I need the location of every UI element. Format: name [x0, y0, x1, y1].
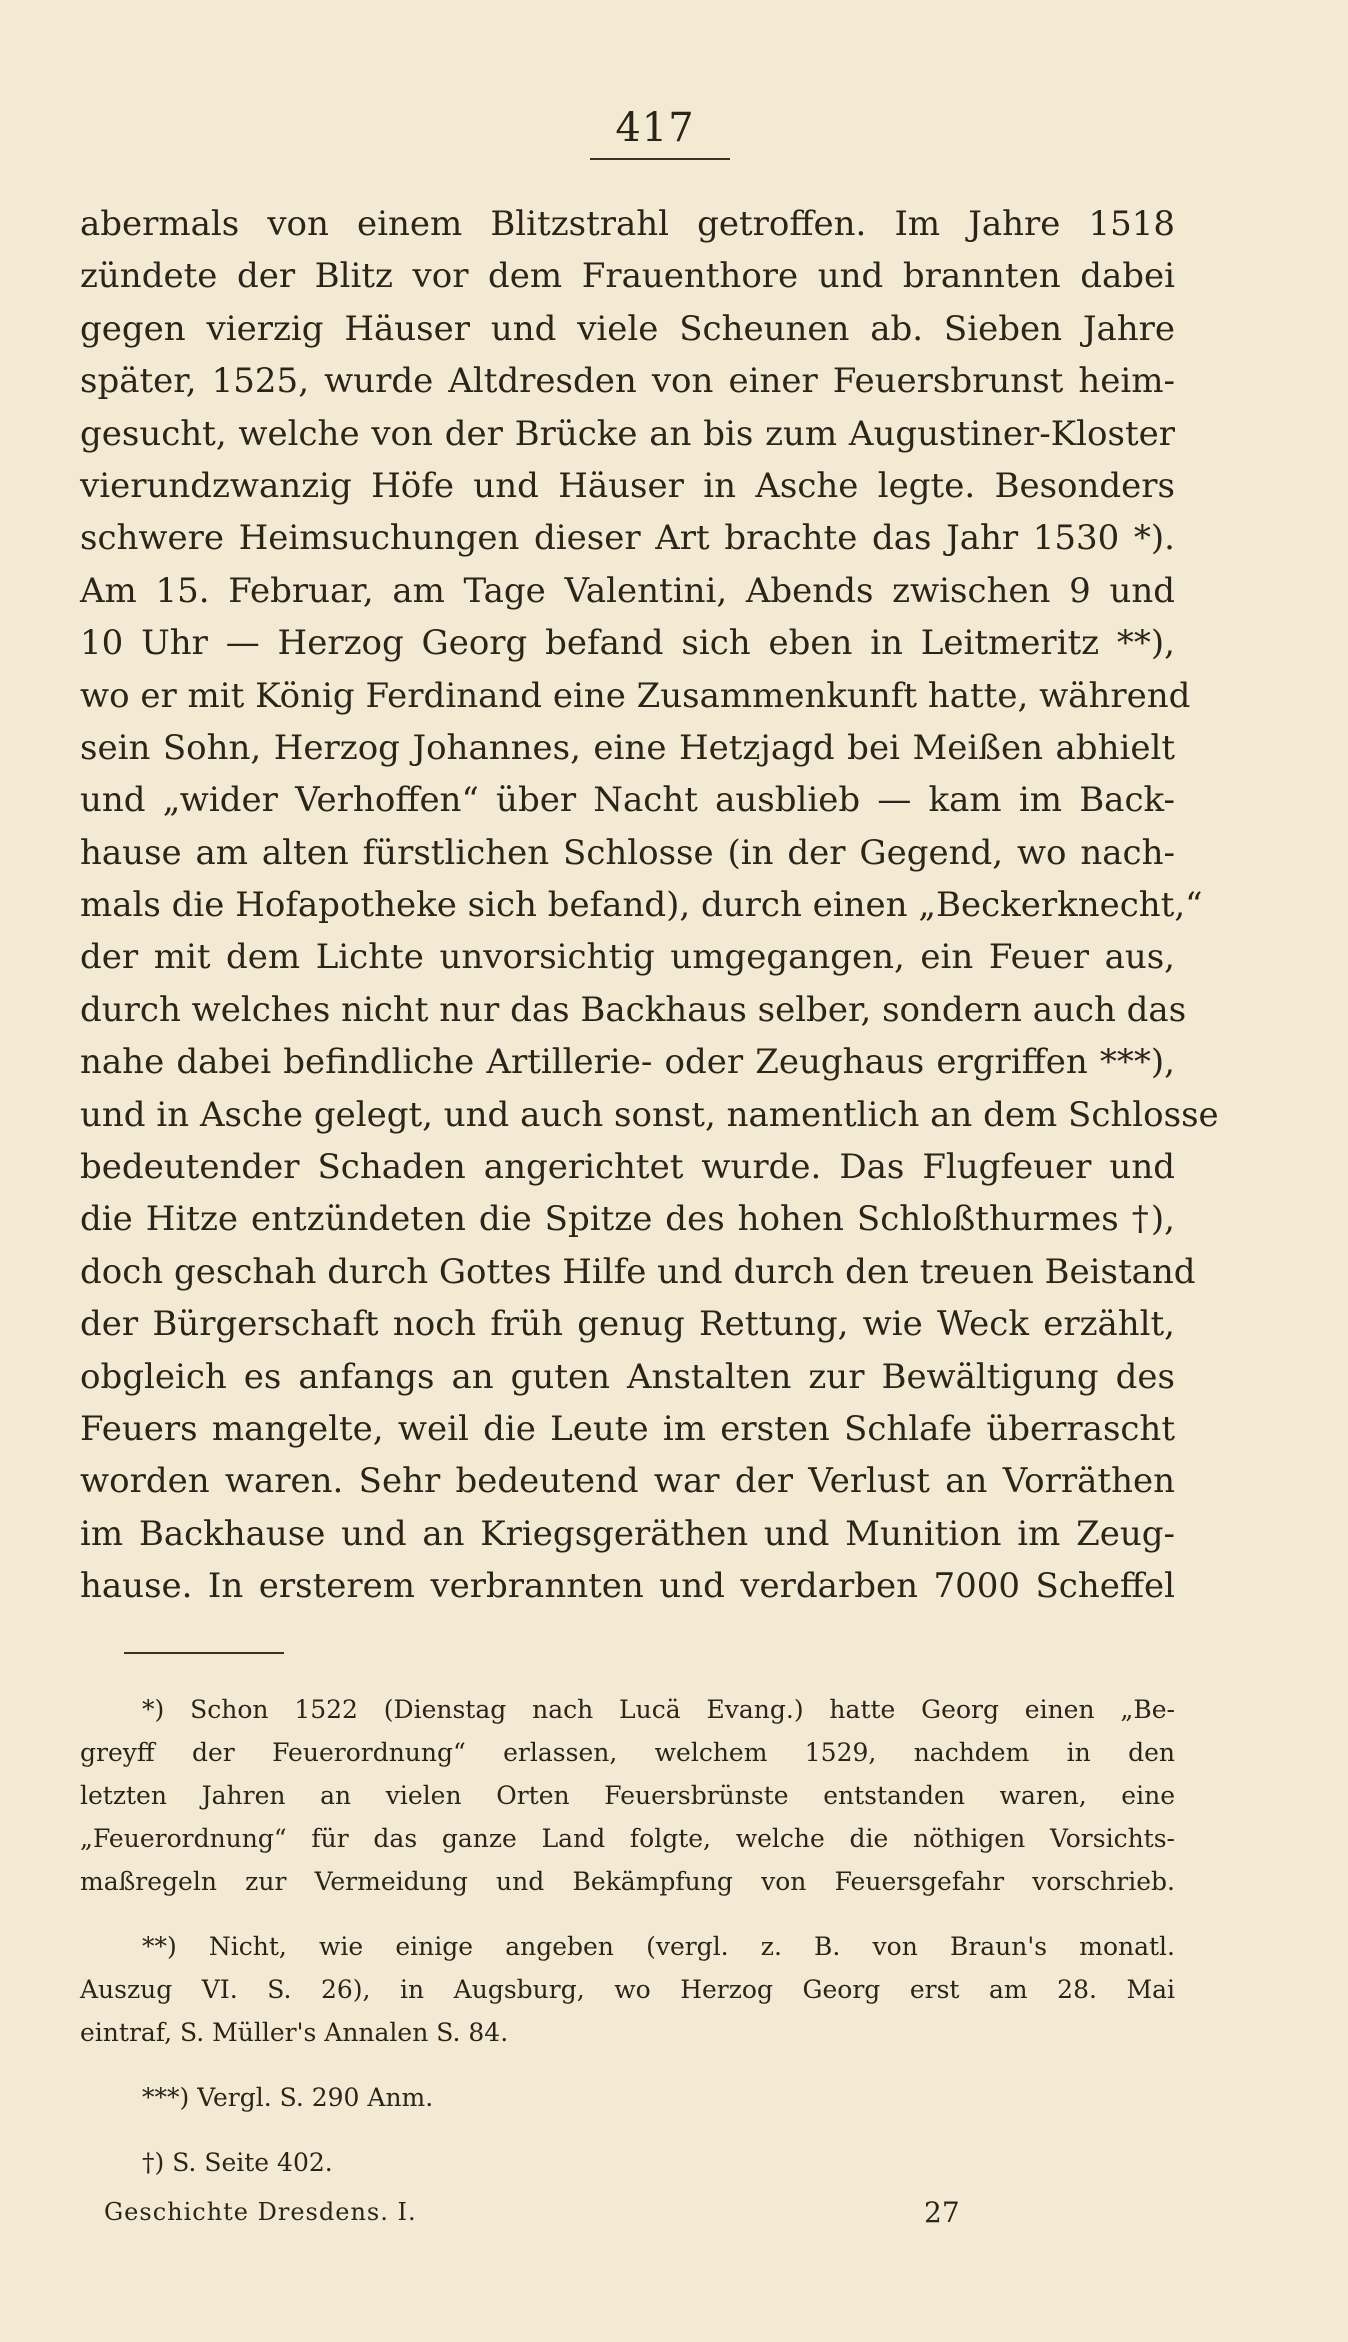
footnote-line: ***) Vergl. S. 290 Anm. — [142, 2083, 434, 2112]
body-line: der mit dem Lichte unvorsichtig umgegangen, ein Feuer aus, — [80, 937, 1175, 978]
body-line: sein Sohn, Herzog Johannes, eine Hetzjagd bei Meißen abhielt — [80, 727, 1175, 768]
body-line: obgleich es anfangs an guten Anstalten zur Bewältigung des — [80, 1356, 1175, 1397]
body-line: die Hitze entzündeten die Spitze des hohen Schloßthurmes †), — [80, 1199, 1175, 1240]
footnote-line: greyff der Feuerordnung“ erlassen, welchem 1529, nachdem in den — [80, 1738, 1175, 1767]
footnote-rule — [124, 1652, 284, 1654]
footnote-spacer — [80, 2119, 1175, 2141]
footnote-1 — [80, 1688, 1175, 1903]
footnote-line: **) Nicht, wie einige angeben (vergl. z. B. von Braun's monatl. — [142, 1932, 1175, 1961]
body-line: worden waren. Sehr bedeutend war der Verlust an Vorräthen — [80, 1461, 1175, 1502]
footnote-4 — [80, 2141, 1175, 2184]
body-line: der Bürgerschaft noch früh genug Rettung, wie Weck erzählt, — [80, 1304, 1175, 1345]
signature-number: 27 — [924, 2196, 960, 2229]
footnote-line: †) S. Seite 402. — [142, 2148, 333, 2177]
footnotes — [80, 1688, 1175, 2184]
body-line: schwere Heimsuchungen dieser Art brachte das Jahr 1530 *). — [80, 518, 1175, 559]
footnote-line: Auszug VI. S. 26), in Augsburg, wo Herzog Georg erst am 28. Mai — [80, 1975, 1175, 2004]
footnote-2 — [80, 1925, 1175, 2054]
footnote-spacer — [80, 1903, 1175, 1925]
body-line: bedeutender Schaden angerichtet wurde. Das Flugfeuer und — [80, 1147, 1175, 1188]
footnote-line: eintraf, S. Müller's Annalen S. 84. — [80, 2018, 509, 2047]
body-line: Feuers mangelte, weil die Leute im ersten Schlafe überrascht — [80, 1408, 1175, 1449]
body-line: nahe dabei befindliche Artillerie- oder Zeughaus ergriffen ***), — [80, 1042, 1175, 1083]
body-line: gegen vierzig Häuser und viele Scheunen ab. Sieben Jahre — [80, 308, 1175, 349]
footnote-spacer — [80, 2054, 1175, 2076]
body-line: gesucht, welche von der Brücke an bis zum Augustiner-Kloster — [80, 413, 1175, 454]
body-line: Am 15. Februar, am Tage Valentini, Abends zwischen 9 und — [80, 570, 1175, 611]
body-line: und „wider Verhoffen“ über Nacht ausblieb — kam im Back- — [80, 780, 1175, 821]
footnote-line: letzten Jahren an vielen Orten Feuersbrünste entstanden waren, eine — [80, 1781, 1175, 1810]
body-line: hause. In ersterem verbrannten und verdarben 7000 Scheffel — [80, 1566, 1175, 1607]
footnote-line: „Feuerordnung“ für das ganze Land folgte, welche die nöthigen Vorsichts- — [80, 1824, 1175, 1853]
body-line: zündete der Blitz vor dem Frauenthore und brannten dabei — [80, 256, 1175, 297]
page-number: 417 — [615, 105, 695, 151]
page-number-rule — [590, 158, 730, 160]
body-line: wo er mit König Ferdinand eine Zusammenkunft hatte, während — [80, 675, 1191, 716]
body-line: 10 Uhr — Herzog Georg befand sich eben in Leitmeritz **), — [80, 623, 1175, 664]
body-line: vierundzwanzig Höfe und Häuser in Asche legte. Besonders — [80, 465, 1175, 506]
body-text — [80, 198, 1219, 1613]
body-line: später, 1525, wurde Altdresden von einer Feuersbrunst heim- — [80, 361, 1175, 402]
footnote-3 — [80, 2076, 1175, 2119]
signature-mark: Geschichte Dresdens. I. — [104, 2198, 417, 2226]
body-line: abermals von einem Blitzstrahl getroffen. Im Jahre 1518 — [80, 204, 1175, 244]
body-line: mals die Hofapotheke sich befand), durch einen „Beckerknecht,“ — [80, 885, 1203, 926]
body-line: und in Asche gelegt, und auch sonst, namentlich an dem Schlosse — [80, 1094, 1219, 1135]
footnote-line: *) Schon 1522 (Dienstag nach Lucä Evang.) hatte Georg einen „Be- — [142, 1695, 1175, 1724]
footnote-line: maßregeln zur Vermeidung und Bekämpfung von Feuersgefahr vorschrieb. — [80, 1867, 1175, 1896]
body-line: hause am alten fürstlichen Schlosse (in der Gegend, wo nach- — [80, 832, 1175, 873]
body-line: doch geschah durch Gottes Hilfe und durch den treuen Beistand — [80, 1251, 1196, 1292]
body-line: durch welches nicht nur das Backhaus selber, sondern auch das — [80, 989, 1187, 1030]
body-line: im Backhause und an Kriegsgeräthen und Munition im Zeug- — [80, 1513, 1175, 1554]
